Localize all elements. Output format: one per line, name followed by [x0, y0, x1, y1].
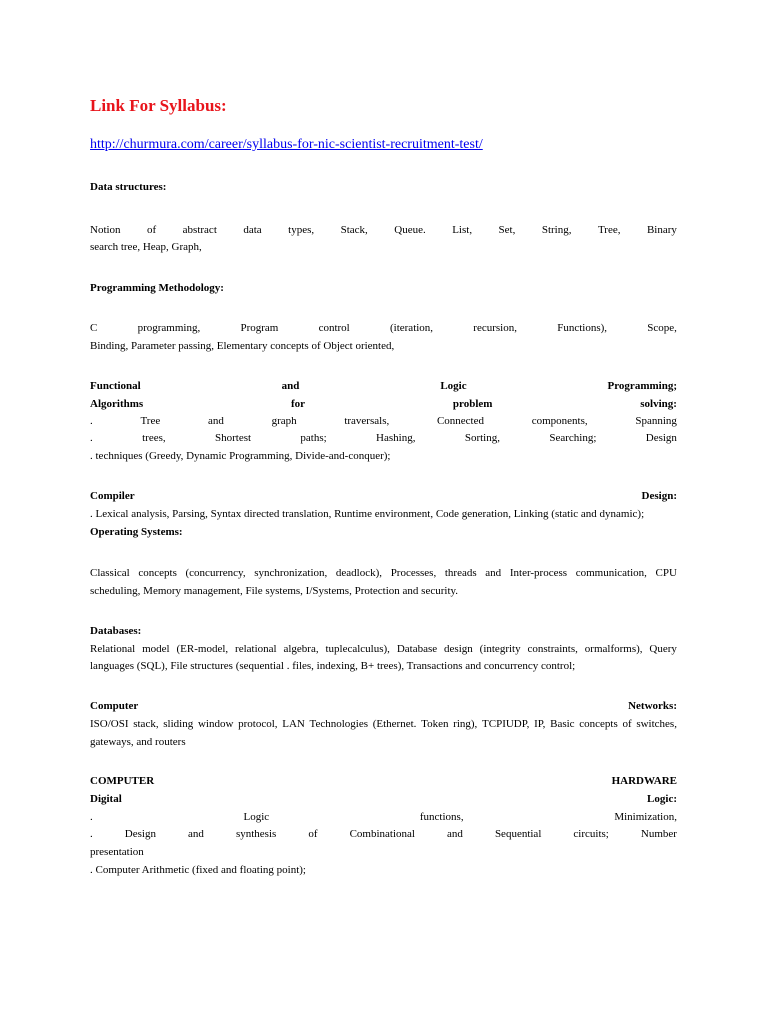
word: switches, [636, 718, 677, 730]
word: ormalforms), [584, 643, 643, 655]
word: data [243, 224, 262, 236]
word: solving: [640, 398, 677, 410]
word: relational [235, 643, 277, 655]
word: circuits; [573, 828, 609, 840]
word: synthesis [235, 828, 277, 840]
word: protocol, [238, 718, 278, 730]
word: for [291, 398, 306, 410]
word: CPU [655, 567, 677, 579]
digital-logic-line-4: . Computer Arithmetic (fixed and floating point); [90, 864, 306, 876]
word: COMPUTER [90, 775, 155, 787]
word: traversals, [344, 415, 390, 427]
word: C [90, 322, 98, 334]
syllabus-link[interactable]: http://churmura.com/career/syllabus-for-nic-scientist-recruitment-test/ [90, 137, 483, 152]
word: Program [240, 322, 279, 334]
databases-line-1 [90, 643, 677, 656]
word: paths; [300, 432, 327, 444]
word: Database [396, 643, 438, 655]
word: communication, [575, 567, 647, 579]
word: Classical [90, 567, 130, 579]
word: Shortest [214, 432, 252, 444]
word: recursion, [473, 322, 517, 334]
word: abstract [182, 224, 217, 236]
word: Stack, [340, 224, 368, 236]
algorithms-line-1 [90, 415, 677, 428]
digital-logic-line-3: presentation [90, 846, 144, 858]
operating-systems-line-2: scheduling, Memory management, File systems, I/Systems, Protection and security. [90, 585, 459, 597]
word: trees, [142, 432, 166, 444]
heading-data-structures: Data structures: [90, 181, 167, 193]
word: synchronization, [254, 567, 328, 579]
word: Networks: [628, 700, 677, 712]
word: Functional [90, 380, 141, 392]
heading-digital-logic [90, 793, 677, 806]
word: of [622, 718, 632, 730]
word: . [90, 811, 93, 823]
word: Compiler [90, 490, 135, 502]
word: components, [531, 415, 588, 427]
heading-computer-networks [90, 700, 677, 713]
databases-line-2: languages (SQL), File structures (sequential . files, indexing, B+ trees), Transactions and concurrency control; [90, 660, 576, 672]
heading-functional-logic-programming [90, 380, 677, 393]
word: Sequential [494, 828, 542, 840]
word: algebra, [283, 643, 319, 655]
programming-methodology-line-2: Binding, Parameter passing, Elementary concepts of Object oriented, [90, 340, 395, 352]
word: Design: [641, 490, 677, 502]
word: tuplecalculus), [325, 643, 390, 655]
word: Design [645, 432, 677, 444]
programming-methodology-line-1 [90, 322, 677, 335]
word: Queue. [394, 224, 426, 236]
word: . [90, 415, 93, 427]
word: Logic [243, 811, 270, 823]
word: Technologies [309, 718, 369, 730]
computer-networks-line-1 [90, 718, 677, 731]
word: (concurrency, [185, 567, 246, 579]
word: Tree, [597, 224, 621, 236]
word: constraints, [527, 643, 578, 655]
word: Basic [550, 718, 575, 730]
heading-computer-hardware [90, 775, 677, 788]
word: Scope, [647, 322, 677, 334]
word: programming, [137, 322, 201, 334]
heading-programming-methodology: Programming Methodology: [90, 282, 224, 294]
word: and [281, 380, 300, 392]
heading-compiler-design [90, 490, 677, 503]
word: and [207, 415, 224, 427]
word: Query [649, 643, 677, 655]
word: IP, [534, 718, 546, 730]
word: concepts [579, 718, 618, 730]
word: Token [421, 718, 449, 730]
word: Computer [90, 700, 139, 712]
word: . [90, 432, 93, 444]
word: Processes, [390, 567, 437, 579]
word: Functions), [557, 322, 608, 334]
word: deadlock), [335, 567, 383, 579]
compiler-design-line-1: . Lexical analysis, Parsing, Syntax directed translation, Runtime environment, Code generation, Linking (static and dynamic); [90, 508, 645, 520]
word: control [318, 322, 350, 334]
heading-operating-systems: Operating Systems: [90, 526, 183, 538]
word: . [90, 828, 93, 840]
word: of [147, 224, 157, 236]
word: List, [452, 224, 473, 236]
word: concepts [138, 567, 177, 579]
word: sliding [163, 718, 194, 730]
word: Relational [90, 643, 136, 655]
data-structures-line-1 [90, 224, 677, 237]
word: HARDWARE [611, 775, 677, 787]
word: stack, [133, 718, 159, 730]
algorithms-line-2 [90, 432, 677, 445]
word: design [444, 643, 473, 655]
word: Hashing, [376, 432, 416, 444]
word: Combinational [349, 828, 415, 840]
word: (iteration, [389, 322, 434, 334]
syllabus-title: Link For Syllabus: [90, 96, 227, 115]
word: LAN [282, 718, 305, 730]
word: Connected [436, 415, 484, 427]
digital-logic-line-1 [90, 811, 677, 824]
word: Programming; [607, 380, 677, 392]
word: Set, [498, 224, 516, 236]
word: Design [124, 828, 156, 840]
word: (integrity [479, 643, 521, 655]
word: and [447, 828, 463, 840]
word: model [142, 643, 170, 655]
word: Logic [440, 380, 467, 392]
word: (Ethernet. [372, 718, 417, 730]
computer-networks-line-2: gateways, and routers [90, 736, 186, 748]
word: TCPIUDP, [482, 718, 530, 730]
word: functions, [419, 811, 464, 823]
word: Notion [90, 224, 121, 236]
word: window [197, 718, 234, 730]
word: Tree [140, 415, 161, 427]
word: Number [640, 828, 677, 840]
word: of [308, 828, 318, 840]
word: Searching; [549, 432, 597, 444]
data-structures-line-2: search tree, Heap, Graph, [90, 241, 202, 253]
word: Spanning [635, 415, 677, 427]
word: problem [452, 398, 493, 410]
heading-algorithms [90, 398, 677, 411]
operating-systems-line-1 [90, 567, 677, 580]
word: Minimization, [614, 811, 677, 823]
word: Sorting, [464, 432, 500, 444]
word: Digital [90, 793, 122, 805]
word: threads [444, 567, 477, 579]
word: ISO/OSI [90, 718, 129, 730]
digital-logic-line-2 [90, 828, 677, 841]
word: ring), [453, 718, 478, 730]
word: types, [288, 224, 315, 236]
heading-databases: Databases: [90, 625, 142, 637]
word: Algorithms [90, 398, 144, 410]
word: Logic: [647, 793, 677, 805]
word: String, [541, 224, 572, 236]
algorithms-line-3: . techniques (Greedy, Dynamic Programming, Divide-and-conquer); [90, 450, 391, 462]
word: Inter-process [509, 567, 568, 579]
word: (ER-model, [176, 643, 229, 655]
word: and [485, 567, 502, 579]
word: graph [271, 415, 297, 427]
word: and [188, 828, 204, 840]
word: Binary [646, 224, 677, 236]
